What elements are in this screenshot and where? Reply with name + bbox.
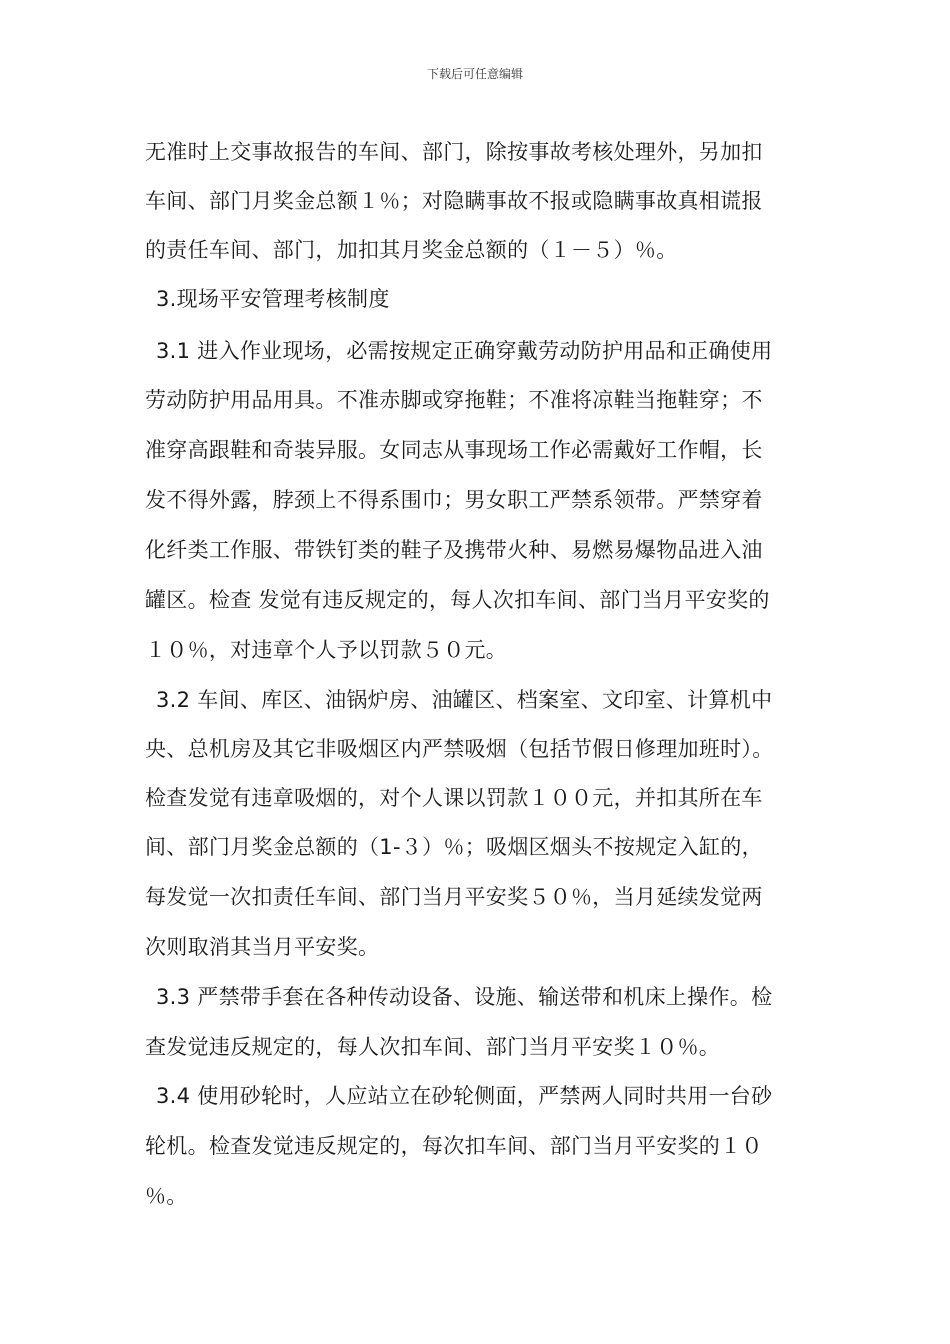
text-line: 央、总机房及其它非吸烟区内严禁吸烟（包括节假日修理加班时）。 (145, 737, 774, 761)
text-line: 劳动防护用品用具。不准赤脚或穿拖鞋；不准将凉鞋当拖鞋穿；不 (145, 388, 763, 412)
text-line: 3.2 车间、库区、油锅炉房、油罐区、档案室、文印室、计算机中 (156, 688, 773, 712)
text-line: 次则取消其当月平安奖。 (145, 935, 380, 959)
text-line: 的责任车间、部门，加扣其月奖金总额的（１－５）％。 (145, 238, 678, 262)
text-line: 无准时上交事故报告的车间、部门，除按事故考核处理外，另加扣 (145, 140, 763, 164)
text-line: 准穿高跟鞋和奇装异服。女同志从事现场工作必需戴好工作帽，长 (145, 438, 763, 462)
text-line: 罐区。检查 发觉有违反规定的，每人次扣车间、部门当月平安奖的 (145, 588, 770, 612)
text-line: 3.4 使用砂轮时，人应站立在砂轮侧面，严禁两人同时共用一台砂 (156, 1084, 773, 1108)
text-line: 间、部门月奖金总额的（1-３）％；吸烟区烟头不按规定入缸的， (145, 835, 763, 859)
page-header-note: 下载后可任意编辑 (426, 67, 523, 81)
text-line: 每发觉一次扣责任车间、部门当月平安奖５０％，当月延续发觉两 (145, 885, 763, 909)
text-line: 查发觉违反规定的，每人次扣车间、部门当月平安奖１０％。 (145, 1035, 721, 1059)
section-heading: 3.现场平安管理考核制度 (156, 287, 390, 311)
text-line: 3.3 严禁带手套在各种传动设备、设施、输送带和机床上操作。检 (156, 985, 773, 1009)
text-line: ％。 (145, 1184, 188, 1208)
text-line: 车间、部门月奖金总额１％；对隐瞒事故不报或隐瞒事故真相谎报 (145, 189, 763, 213)
text-line: 化纤类工作服、带铁钉类的鞋子及携带火种、易燃易爆物品进入油 (145, 538, 763, 562)
text-line: １０％，对违章个人予以罚款５０元。 (145, 638, 508, 662)
text-line: 检查发觉有违章吸烟的，对个人课以罚款１００元，并扣其所在车 (145, 786, 763, 810)
text-line: 3.1 进入作业现场，必需按规定正确穿戴劳动防护用品和正确使用 (156, 339, 773, 363)
text-line: 发不得外露，脖颈上不得系围巾；男女职工严禁系领带。严禁穿着 (145, 488, 763, 512)
text-line: 轮机。检查发觉违反规定的，每次扣车间、部门当月平安奖的１０ (145, 1134, 763, 1158)
